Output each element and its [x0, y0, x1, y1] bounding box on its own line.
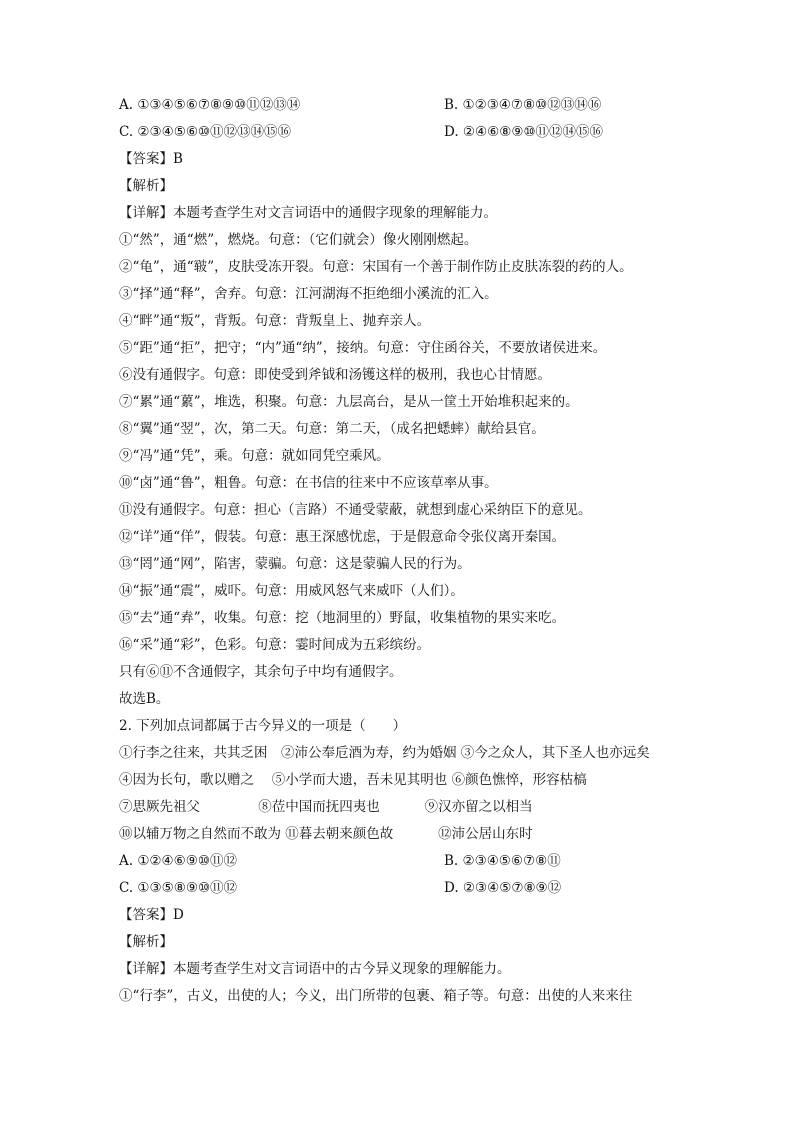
option-d-q1: D. ②④⑥⑧⑨⑩⑪⑫⑭⑮⑯ [444, 124, 604, 140]
explanation-line: ⑥没有通假字。句意：即使受到斧钺和汤镬这样的极刑，我也心甘情愿。 [119, 367, 551, 383]
question-2-items: ①行李之往来，共其乏困 ②沛公奉卮酒为寿，约为婚姻 ③今之众人，其下圣人也亦远矣 [119, 745, 650, 761]
option-a-q2: A. ①②④⑥⑨⑩⑪⑫ [119, 853, 237, 869]
explanation-line: ③“择”通“释”，舍弃。句意：江河湖海不拒绝细小溪流的汇入。 [119, 286, 498, 302]
option-c-q2: C. ①③⑤⑧⑨⑩⑪⑫ [119, 880, 238, 896]
explanation-line: ⑪没有通假字。句意：担心（言路）不通受蒙蔽，就想到虚心采纳臣下的意见。 [119, 502, 592, 518]
explanation-line: ⑭“振”通“震”，威吓。句意：用威风怒气来威吓（人们）。 [119, 583, 464, 599]
conclusion-line: 只有⑥⑪不含通假字，其余句子中均有通假字。 [119, 664, 403, 680]
analysis-heading-q2: 【解析】 [119, 934, 173, 950]
explanation-line: ①“行李”，古义，出使的人；今义，出门所带的包裹、箱子等。句意：出使的人来来往 [119, 988, 633, 1004]
option-c-q1: C. ②③④⑤⑥⑩⑪⑫⑬⑭⑮⑯ [119, 124, 292, 140]
question-2-items: ⑦思厥先祖父 ⑧莅中国而抚四夷也 ⑨汉亦留之以相当 [119, 799, 533, 815]
explanation-line: ⑬“罔”通“网”，陷害，蒙骗。句意：这是蒙骗人民的行为。 [119, 556, 471, 572]
explanation-line: ⑫“详”通“佯”，假装。句意：惠王深感忧虑，于是假意命令张仪离开秦国。 [119, 529, 566, 545]
explanation-line: ⑧“翼”通“翌”，次，第二天。句意：第二天，（成名把蟋蟀）献给县官。 [119, 421, 545, 437]
detail-intro-q1: 【详解】本题考查学生对文言词语中的通假字现象的理解能力。 [119, 205, 497, 221]
explanation-line: ⑦“累”通“蔂”，堆选，积聚。句意：九层高台，是从一筐土开始堆积起来的。 [119, 394, 579, 410]
explanation-line: ⑩“卤”通“鲁”，粗鲁。句意：在书信的往来中不应该草率从事。 [119, 475, 498, 491]
explanation-line: ⑤“距”通“拒”，把守；“内”通“纳”，接纳。句意：守住函谷关，不要放诸侯进来。 [119, 340, 607, 356]
choice-line: 故选B。 [119, 691, 170, 707]
explanation-line: ⑯“采”通“彩”，色彩。句意：霎时间成为五彩缤纷。 [119, 637, 431, 653]
explanation-line: ⑮“去”通“弆”，收集。句意：挖（地洞里的）野鼠，收集植物的果实来吃。 [119, 610, 566, 626]
explanation-line: ⑨“冯”通“凭”，乘。句意：就如同凭空乘风。 [119, 448, 390, 464]
answer-q1: 【答案】B [119, 151, 183, 167]
question-2-stem: 2. 下列加点词都属于古今异义的一项是（ ） [119, 718, 407, 734]
explanation-line: ②“龟”，通“皲”，皮肤受冻开裂。句意：宋国有一个善于制作防止皮肤冻裂的药的人。 [119, 259, 633, 275]
explanation-line: ①“然”，通“燃”，燃烧。句意：（它们就会）像火刚刚燃起。 [119, 232, 478, 248]
detail-intro-q2: 【详解】本题考查学生对文言词语中的古今异义现象的理解能力。 [119, 961, 511, 977]
option-b-q1: B. ①②③④⑦⑧⑩⑫⑬⑭⑯ [444, 97, 602, 113]
analysis-heading-q1: 【解析】 [119, 178, 173, 194]
question-2-items: ④因为长句，歌以赠之 ⑤小学而大遗，吾未见其明也 ⑥颜色憔悴，形容枯槁 [119, 772, 587, 788]
explanation-line: ④“畔”通“叛”，背叛。句意：背叛皇上、抛弃亲人。 [119, 313, 431, 329]
answer-q2: 【答案】D [119, 907, 184, 923]
option-b-q2: B. ②③④⑤⑥⑦⑧⑪ [444, 853, 561, 869]
option-a-q1: A. ①③④⑤⑥⑦⑧⑨⑩⑪⑫⑬⑭ [119, 97, 301, 113]
question-2-items: ⑩以辅万物之自然而不敢为 ⑪暮去朝来颜色故 ⑫沛公居山东时 [119, 826, 533, 842]
option-d-q2: D. ②③④⑤⑦⑧⑨⑫ [444, 880, 562, 896]
